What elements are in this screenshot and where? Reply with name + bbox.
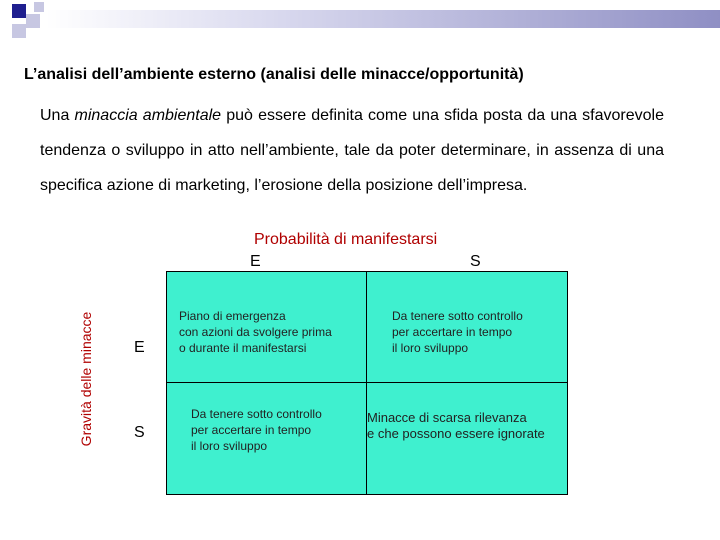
deco-square	[12, 24, 26, 38]
deco-square	[34, 2, 44, 12]
slide-title: L’analisi dell’ambiente esterno (analisi delle minacce/opportunità)	[24, 66, 524, 83]
row-axis-title: Gravità delle minacce	[78, 311, 94, 447]
cell-s-s: Minacce di scarsa rilevanza e che possono essere ignorate	[367, 410, 545, 441]
body-lead: Una	[40, 107, 75, 124]
row-label-e: E	[134, 339, 145, 356]
header-gradient-bar	[46, 10, 720, 28]
matrix-divider-horizontal	[167, 382, 567, 383]
column-label-e: E	[250, 253, 261, 270]
cell-e-s: Da tenere sotto controllo per accertare in tempo il loro sviluppo	[392, 309, 523, 355]
matrix-divider-vertical	[366, 272, 367, 494]
cell-s-e: Da tenere sotto controllo per accertare in tempo il loro sviluppo	[191, 407, 322, 453]
body-rest: può essere definita come una sfida posta da una sfavorevole tendenza o sviluppo in atto nell’ambiente, tale da poter determinare, in assenza di una specifica azione di marketing, l’erosione della posizione dell’impresa.	[40, 107, 664, 194]
column-axis-title: Probabilità di manifestarsi	[254, 231, 438, 248]
deco-square	[12, 4, 26, 18]
row-label-s: S	[134, 424, 145, 441]
slide-body-paragraph	[40, 98, 664, 203]
threat-matrix	[166, 271, 568, 495]
body-emphasis: minaccia ambientale	[74, 107, 222, 124]
cell-e-e: Piano di emergenza con azioni da svolgere prima o durante il manifestarsi	[179, 309, 332, 355]
deco-square	[26, 14, 40, 28]
column-label-s: S	[470, 253, 481, 270]
